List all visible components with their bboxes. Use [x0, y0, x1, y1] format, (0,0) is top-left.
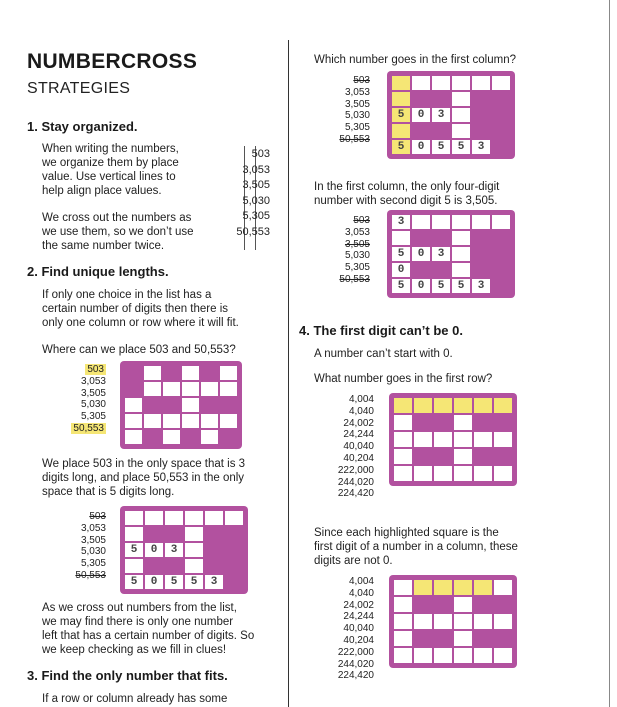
- grid-cell: 5: [125, 575, 143, 589]
- list-item: 222,000: [337, 646, 374, 658]
- grid-cell: [125, 414, 142, 428]
- grid-cell: [452, 108, 470, 122]
- grid-cell: [125, 430, 142, 444]
- grid-cell: [412, 231, 430, 245]
- grid-cell: [414, 614, 432, 629]
- list-item: 244,020: [337, 476, 374, 488]
- list-item-highlighted: 50,553: [73, 422, 104, 434]
- grid-cell: [474, 597, 492, 612]
- grid-cell: [434, 449, 452, 464]
- line: When writing the numbers,: [42, 143, 179, 155]
- list-item: 3,505: [80, 387, 106, 399]
- grid-cell: [492, 279, 510, 293]
- grid-cell: [182, 430, 199, 444]
- line: We cross out the numbers as: [42, 212, 192, 224]
- list-item: 24,002: [343, 599, 374, 611]
- grid-cell: [492, 231, 510, 245]
- grid-cell: 3: [165, 543, 183, 557]
- grid-cell: [472, 108, 490, 122]
- grid-cell: [432, 124, 450, 138]
- grid-cell: [165, 527, 183, 541]
- list-item-highlighted: 503: [87, 364, 104, 375]
- grid-cell: [454, 631, 472, 646]
- grid-cell: [472, 215, 490, 229]
- grid-cell: [163, 430, 180, 444]
- right-question-1: Which number goes in the first column?: [314, 54, 516, 66]
- grid-cell: [414, 597, 432, 612]
- puzzle-grid: [389, 393, 517, 486]
- grid-cell: [474, 631, 492, 646]
- grid-cell: [144, 382, 161, 396]
- grid-cell: [472, 76, 490, 90]
- grid-cell: [392, 92, 410, 106]
- grid-cell: [394, 398, 412, 413]
- line: left that has a certain number of digits. So: [42, 630, 255, 642]
- grid-cell: [145, 511, 163, 525]
- grid-cell: [454, 432, 472, 447]
- line: only one column or row where it will fit.: [42, 317, 239, 329]
- grid-cell: [472, 247, 490, 261]
- grid-cell: [412, 76, 430, 90]
- grid-cell: [144, 414, 161, 428]
- grid-cell: 0: [145, 543, 163, 557]
- line: we organize them by place: [42, 157, 179, 169]
- list-item: 24,244: [343, 429, 374, 441]
- list-item: 3,505: [242, 179, 270, 191]
- grid-cell: [182, 382, 199, 396]
- grid-cell: [452, 215, 470, 229]
- list-item-crossed: 503: [89, 511, 106, 522]
- grid-cell: [201, 366, 218, 380]
- grid-cell: [392, 124, 410, 138]
- line: number with second digit 5 is 3,505.: [314, 195, 498, 207]
- grid-cell: 5: [452, 279, 470, 293]
- column-divider: [288, 40, 289, 707]
- grid-cell: [454, 449, 472, 464]
- grid-cell: [394, 648, 412, 663]
- grid-cell: [205, 511, 223, 525]
- grid-cell: [434, 580, 452, 595]
- line: we use them, so we don’t use: [42, 226, 194, 238]
- number-list-d: [322, 215, 370, 286]
- grid-cell: [225, 559, 243, 573]
- list-item: 5,305: [344, 262, 370, 274]
- grid-cell: [452, 76, 470, 90]
- grid-cell: [434, 597, 452, 612]
- grid-cell: 5: [452, 140, 470, 154]
- grid-cell: [454, 415, 472, 430]
- number-list-a: [58, 364, 106, 435]
- puzzle-grid: [387, 210, 515, 298]
- list-item: 5,305: [80, 411, 106, 423]
- list-item: 5,030: [80, 399, 106, 411]
- grid-cell: [185, 511, 203, 525]
- grid-cell: [225, 575, 243, 589]
- grid-cell: 0: [412, 247, 430, 261]
- grid-cell: 5: [165, 575, 183, 589]
- grid-cell: [434, 466, 452, 481]
- grid-cell: [454, 648, 472, 663]
- line: We place 503 in the only space that is 3: [42, 458, 246, 470]
- grid-cell: [185, 559, 203, 573]
- grid-cell: 5: [392, 247, 410, 261]
- section-4-paragraph-2: [314, 526, 579, 568]
- list-item: 5,030: [80, 546, 106, 558]
- grid-cell: [182, 414, 199, 428]
- right-paragraph-1: [314, 180, 574, 208]
- grid-cell: [494, 398, 512, 413]
- section-1-heading: 1. Stay organized.: [27, 119, 138, 134]
- grid-cell: [492, 108, 510, 122]
- grid-cell: [414, 466, 432, 481]
- grid-cell: 0: [392, 263, 410, 277]
- grid-cell: 5: [392, 279, 410, 293]
- grid-cell: [454, 597, 472, 612]
- grid-cell: [394, 466, 412, 481]
- number-list-f: [322, 576, 374, 682]
- grid-cell: [432, 92, 450, 106]
- grid-cell: [494, 432, 512, 447]
- grid-cell: [414, 648, 432, 663]
- grid-cell: [492, 92, 510, 106]
- grid-cell: [163, 366, 180, 380]
- grid-cell: 3: [432, 247, 450, 261]
- list-item: 24,244: [343, 611, 374, 623]
- list-item-crossed: 50,553: [339, 133, 370, 145]
- grid-cell: [492, 76, 510, 90]
- grid-cell: 3: [472, 140, 490, 154]
- section-4-heading: 4. The first digit can’t be 0.: [299, 323, 463, 338]
- grid-cell: 5: [392, 140, 410, 154]
- grid-cell: 0: [145, 575, 163, 589]
- grid-cell: [494, 631, 512, 646]
- grid-cell: [432, 263, 450, 277]
- grid-cell: [165, 511, 183, 525]
- section-3-heading: 3. Find the only number that fits.: [27, 668, 228, 683]
- list-item: 222,000: [337, 464, 374, 476]
- grid-cell: 5: [432, 279, 450, 293]
- section-2-paragraph-1: [42, 288, 282, 330]
- grid-cell: [432, 76, 450, 90]
- grid-cell: [201, 398, 218, 412]
- list-item: 4,004: [348, 394, 374, 405]
- grid-cell: [205, 559, 223, 573]
- grid-cell: [434, 648, 452, 663]
- place-value-list: [222, 147, 270, 240]
- line: digits long, and place 50,553 in the only: [42, 472, 245, 484]
- grid-cell: [492, 247, 510, 261]
- grid-cell: [185, 527, 203, 541]
- list-item: 5,305: [242, 210, 270, 222]
- grid-cell: [163, 398, 180, 412]
- list-item-crossed: 50,553: [339, 273, 370, 285]
- grid-cell: [452, 92, 470, 106]
- grid-cell: [220, 366, 237, 380]
- section-2-question: Where can we place 503 and 50,553?: [42, 344, 236, 356]
- puzzle-grid: [387, 71, 515, 159]
- line: In the first column, the only four-digit: [314, 181, 500, 193]
- grid-cell: 5: [125, 543, 143, 557]
- list-item: 3,053: [242, 163, 270, 176]
- grid-cell: [394, 449, 412, 464]
- grid-cell: [494, 597, 512, 612]
- grid-cell: [125, 527, 143, 541]
- grid-cell: [412, 215, 430, 229]
- list-item: 50,553: [236, 225, 270, 238]
- grid-cell: [454, 466, 472, 481]
- grid-cell: [474, 432, 492, 447]
- grid-cell: [394, 415, 412, 430]
- grid-cell: [412, 124, 430, 138]
- grid-cell: [492, 124, 510, 138]
- list-item: 4,040: [348, 405, 374, 417]
- grid-cell: [412, 92, 430, 106]
- grid-cell: [472, 231, 490, 245]
- grid-cell: [163, 414, 180, 428]
- grid-cell: [454, 580, 472, 595]
- list-item: 3,505: [344, 98, 370, 110]
- puzzle-grid: [120, 506, 248, 594]
- grid-cell: [225, 527, 243, 541]
- line: space that is 5 digits long.: [42, 486, 175, 498]
- grid-cell: [205, 527, 223, 541]
- line: Since each highlighted square is the: [314, 527, 499, 539]
- grid-cell: [392, 76, 410, 90]
- grid-cell: [474, 614, 492, 629]
- grid-cell: [474, 466, 492, 481]
- grid-cell: [432, 215, 450, 229]
- grid-cell: [494, 449, 512, 464]
- list-item: 4,004: [348, 576, 374, 587]
- grid-cell: [394, 597, 412, 612]
- list-item: 4,040: [348, 587, 374, 599]
- grid-cell: [474, 449, 492, 464]
- list-item: 40,204: [343, 634, 374, 646]
- grid-cell: [201, 382, 218, 396]
- section-1-paragraph-1: [42, 142, 232, 198]
- section-1-paragraph-2: [42, 211, 232, 253]
- grid-cell: [394, 580, 412, 595]
- line: certain number of digits then there is: [42, 303, 229, 315]
- grid-cell: [474, 648, 492, 663]
- line: we may find there is only one number: [42, 616, 234, 628]
- grid-cell: [145, 559, 163, 573]
- line: the same number twice.: [42, 240, 165, 252]
- grid-cell: [414, 631, 432, 646]
- grid-cell: 3: [472, 279, 490, 293]
- grid-cell: [201, 414, 218, 428]
- grid-cell: [474, 580, 492, 595]
- grid-cell: [205, 543, 223, 557]
- grid-cell: [220, 382, 237, 396]
- grid-cell: [494, 415, 512, 430]
- grid-cell: [434, 415, 452, 430]
- grid-cell: [220, 430, 237, 444]
- grid-cell: [394, 614, 412, 629]
- grid-cell: [220, 398, 237, 412]
- grid-cell: [414, 398, 432, 413]
- section-3-paragraph: If a row or column already has some: [42, 693, 228, 705]
- list-item: 224,420: [337, 670, 374, 682]
- section-2-paragraph-2: [42, 457, 282, 499]
- grid-cell: [434, 432, 452, 447]
- grid-cell: [414, 432, 432, 447]
- grid-cell: [144, 430, 161, 444]
- grid-cell: [394, 432, 412, 447]
- grid-cell: 0: [412, 279, 430, 293]
- list-item: 3,053: [80, 375, 106, 387]
- grid-cell: [492, 140, 510, 154]
- grid-cell: [452, 247, 470, 261]
- number-list-e: [322, 394, 374, 500]
- list-item: 244,020: [337, 658, 374, 670]
- grid-cell: [414, 580, 432, 595]
- list-item: 5,305: [344, 122, 370, 134]
- line: As we cross out numbers from the list,: [42, 602, 237, 614]
- grid-cell: 5: [185, 575, 203, 589]
- grid-cell: [182, 366, 199, 380]
- grid-cell: [125, 398, 142, 412]
- grid-cell: [225, 543, 243, 557]
- grid-cell: [434, 398, 452, 413]
- grid-cell: [492, 215, 510, 229]
- grid-cell: [201, 430, 218, 444]
- grid-cell: [494, 466, 512, 481]
- list-item: 5,030: [344, 250, 370, 262]
- number-list-c: [322, 75, 370, 146]
- grid-cell: [392, 231, 410, 245]
- puzzle-grid: [389, 575, 517, 668]
- section-2-paragraph-3: [42, 601, 287, 657]
- list-item-crossed: 3,505: [344, 238, 370, 250]
- list-item-crossed: 503: [353, 215, 370, 226]
- grid-cell: [163, 382, 180, 396]
- number-list-b: [58, 511, 106, 582]
- grid-cell: [182, 398, 199, 412]
- list-item: 3,505: [80, 534, 106, 546]
- line: value. Use vertical lines to: [42, 171, 176, 183]
- grid-cell: [472, 263, 490, 277]
- list-item: 5,030: [242, 194, 270, 207]
- list-item: 224,420: [337, 488, 374, 500]
- list-item: 3,053: [80, 522, 106, 534]
- grid-cell: 0: [412, 108, 430, 122]
- grid-cell: [454, 614, 472, 629]
- grid-cell: [494, 614, 512, 629]
- grid-cell: [472, 92, 490, 106]
- list-item-crossed: 503: [353, 75, 370, 86]
- line: we keep checking as we fill in clues!: [42, 644, 227, 656]
- section-2-heading: 2. Find unique lengths.: [27, 264, 169, 279]
- grid-cell: 0: [412, 140, 430, 154]
- grid-cell: [474, 398, 492, 413]
- list-item: 503: [251, 148, 270, 160]
- line: help align place values.: [42, 185, 162, 197]
- grid-cell: [414, 415, 432, 430]
- grid-cell: [165, 559, 183, 573]
- grid-cell: [452, 263, 470, 277]
- line: first digit of a number in a column, these: [314, 541, 518, 553]
- grid-cell: [432, 231, 450, 245]
- grid-cell: [452, 231, 470, 245]
- grid-cell: [125, 511, 143, 525]
- list-item: 40,040: [343, 623, 374, 635]
- list-item: 3,053: [344, 86, 370, 98]
- grid-cell: [472, 124, 490, 138]
- list-item-crossed: 50,553: [75, 569, 106, 581]
- line: If only one choice in the list has a: [42, 289, 212, 301]
- grid-cell: [454, 398, 472, 413]
- list-item: 5,305: [80, 558, 106, 570]
- page-title: NUMBERCROSS: [27, 50, 198, 73]
- grid-cell: [125, 559, 143, 573]
- grid-cell: [220, 414, 237, 428]
- list-item: 24,002: [343, 417, 374, 429]
- grid-cell: [452, 124, 470, 138]
- grid-cell: [492, 263, 510, 277]
- list-item: 5,030: [344, 110, 370, 122]
- grid-cell: [185, 543, 203, 557]
- list-item: 40,040: [343, 441, 374, 453]
- page-subtitle: STRATEGIES: [27, 80, 131, 97]
- grid-cell: [145, 527, 163, 541]
- line: digits are not 0.: [314, 555, 393, 567]
- puzzle-grid: [120, 361, 242, 449]
- grid-cell: [434, 614, 452, 629]
- grid-cell: 5: [432, 140, 450, 154]
- grid-cell: [225, 511, 243, 525]
- grid-cell: [474, 415, 492, 430]
- grid-cell: [412, 263, 430, 277]
- list-item: 3,053: [344, 226, 370, 238]
- grid-cell: [394, 631, 412, 646]
- grid-cell: 3: [432, 108, 450, 122]
- section-4-question: What number goes in the first row?: [314, 373, 493, 385]
- list-item: 40,204: [343, 452, 374, 464]
- grid-cell: [414, 449, 432, 464]
- grid-cell: [434, 631, 452, 646]
- grid-cell: [125, 366, 142, 380]
- grid-cell: [494, 648, 512, 663]
- grid-cell: [494, 580, 512, 595]
- section-4-paragraph-1: A number can’t start with 0.: [314, 348, 453, 360]
- grid-cell: [144, 366, 161, 380]
- grid-cell: 3: [205, 575, 223, 589]
- grid-cell: [144, 398, 161, 412]
- grid-cell: [125, 382, 142, 396]
- grid-cell: 5: [392, 108, 410, 122]
- page-edge: [609, 0, 610, 707]
- grid-cell: 3: [392, 215, 410, 229]
